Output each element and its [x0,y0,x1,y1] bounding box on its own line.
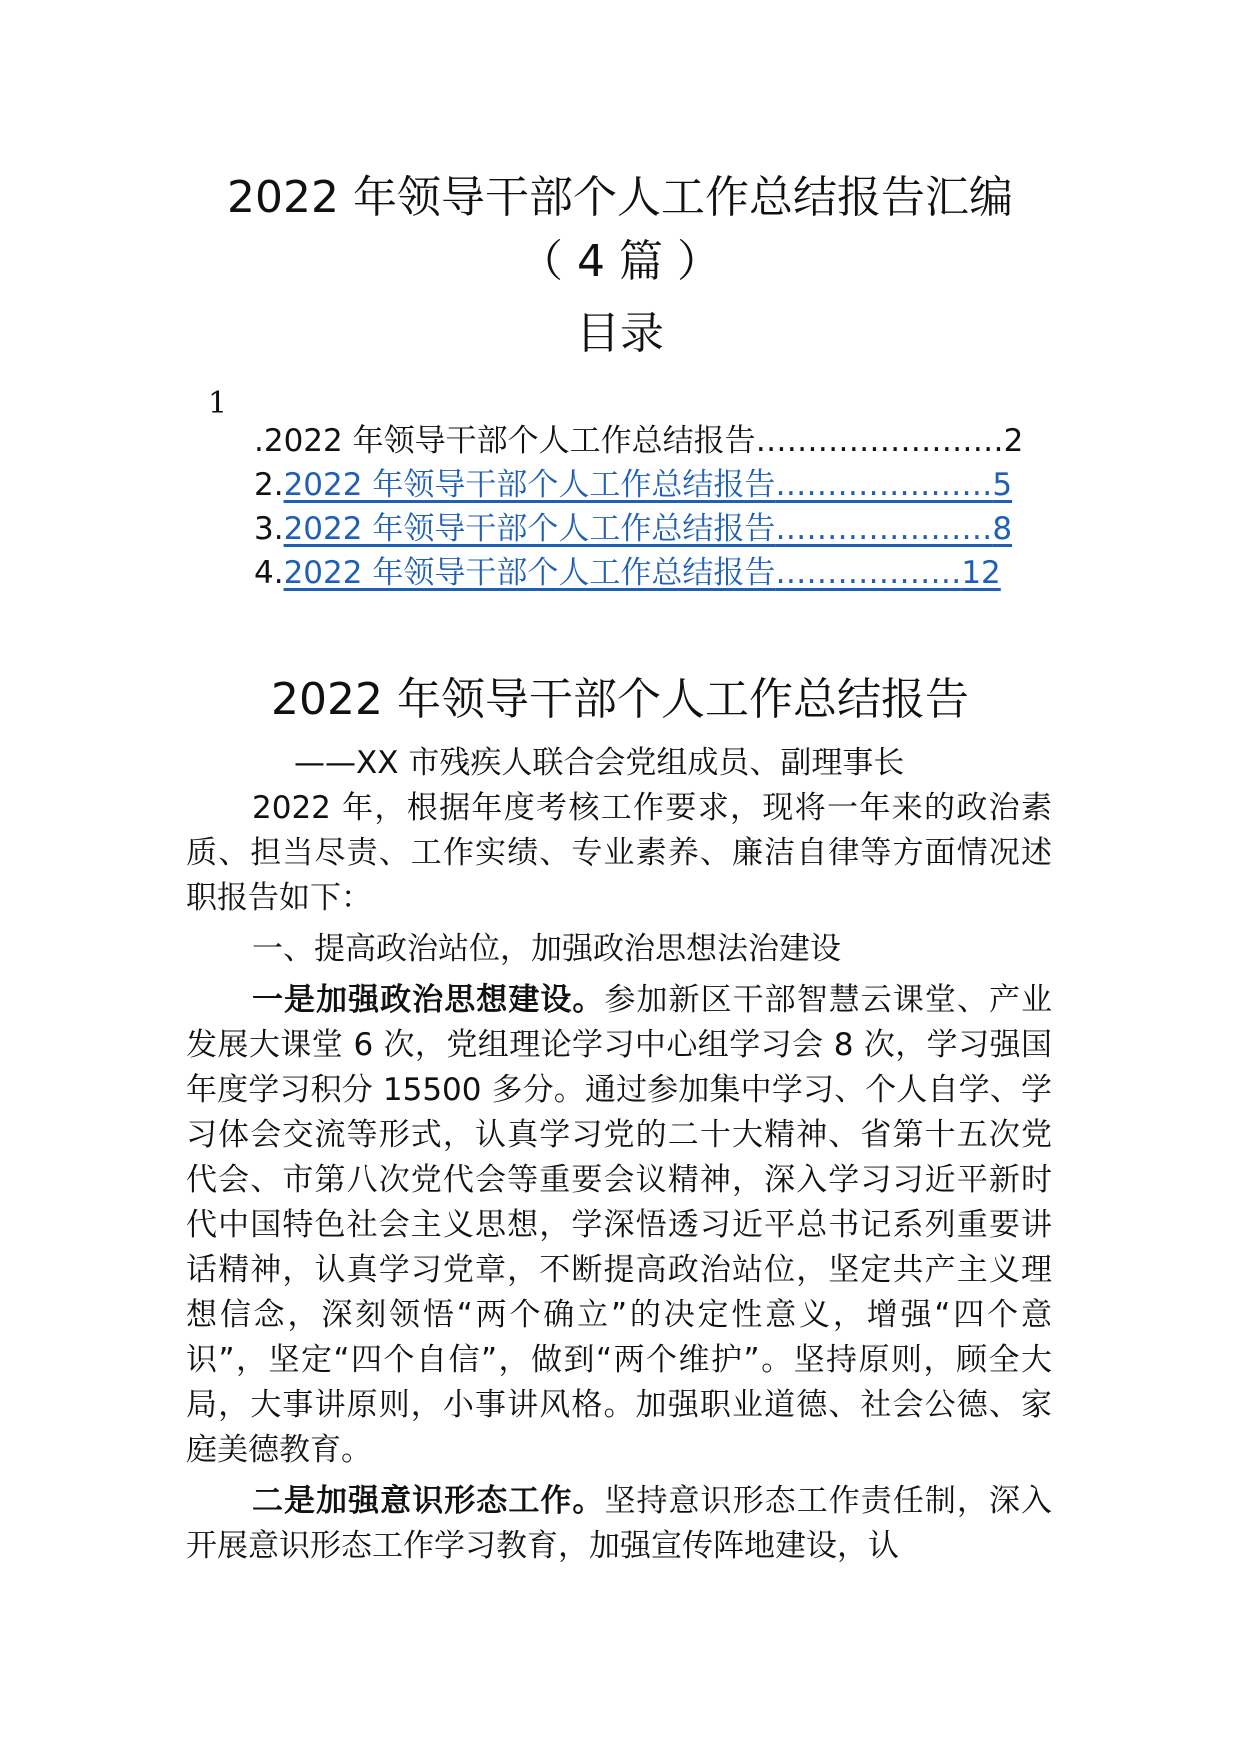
toc-lead-number: 1 [208,386,228,421]
paragraph-text: 坚持意识形态工作责任制，深入开展意识形态工作学习教育，加强宣传阵地建设，认 [186,1483,1053,1564]
toc-entry-page: 12 [961,555,1001,591]
paragraph-political [186,978,1052,1473]
paragraph-lead: 一是加强政治思想建设。 [252,982,605,1018]
toc-entry-3[interactable] [254,508,1050,550]
toc-entry-text: 2022 年领导干部个人工作总结报告 [263,423,756,459]
toc-entry-4[interactable] [254,552,1050,594]
toc-entry-link[interactable] [284,467,1012,503]
toc-entry-page: 8 [992,511,1013,547]
toc-entry-dots: …………………… [755,423,1004,459]
toc-entry-prefix: . [254,423,264,459]
intro-paragraph: 2022 年，根据年度考核工作要求，现将一年来的政治素质、担当尽责、工作实绩、专业素养、廉洁自律等方面情况述职报告如下： [186,790,1052,916]
toc-entry-text: 2022 年领导干部个人工作总结报告 [283,511,776,547]
paragraph-ideology [186,1479,1052,1569]
toc-entry-link[interactable] [284,555,1001,591]
toc-entry-2[interactable] [254,464,1050,506]
toc-entry-1[interactable] [254,420,1050,462]
paragraph-lead: 二是加强意识形态工作。 [252,1483,605,1519]
toc-entry-dots: ………………… [775,511,993,547]
toc-entry-dots: ……………… [775,555,962,591]
toc-entry-page: 2 [1003,423,1024,459]
toc-entry-text: 2022 年领导干部个人工作总结报告 [283,555,776,591]
document-title-count: （ 4 篇 ） [519,236,721,287]
document-body [186,786,1052,1569]
toc-entry-prefix: 2. [254,467,284,503]
toc-entry-dots: ………………… [775,467,993,503]
toc-entry-prefix: 3. [254,511,284,547]
document-title: 2022 年领导干部个人工作总结报告汇编 [227,172,1013,223]
section-heading: 一、提高政治站位，加强政治思想法治建设 [252,931,841,967]
toc-heading: 目录 [576,308,664,359]
toc-entry-page: 5 [992,467,1013,503]
section-title: 2022 年领导干部个人工作总结报告 [271,674,969,725]
paragraph-text: 参加新区干部智慧云课堂、产业发展大课堂 6 次，党组理论学习中心组学习会 8 次，学习强国年度学习积分 15500 多分。通过参加集中学习、个人自学、学习体会交流等形式，认真学习党的二十大精神、省第十五次党代会、市第八次党代会等重要会议精神，深入学习习近平新时代中国特色社会主义思想，学深悟透习近平总书记系列重要讲话精神，认真学习党章，不断提高政治站位，坚定共产主义理想信念，深刻领悟“两个确立”的决定性意义，增强“四个意识”，坚定“四个自信”，做到“两个维护”。坚持原则，顾全大局，大事讲原则，小事讲风格。加强职业道德、社会公德、家庭美德教育。 [186,982,1053,1468]
toc-entry-prefix: 4. [254,555,284,591]
section-subtitle: ——XX 市残疾人联合会党组成员、副理事长 [294,745,905,781]
toc-entry-text: 2022 年领导干部个人工作总结报告 [283,467,776,503]
toc-entry-link[interactable] [284,511,1012,547]
